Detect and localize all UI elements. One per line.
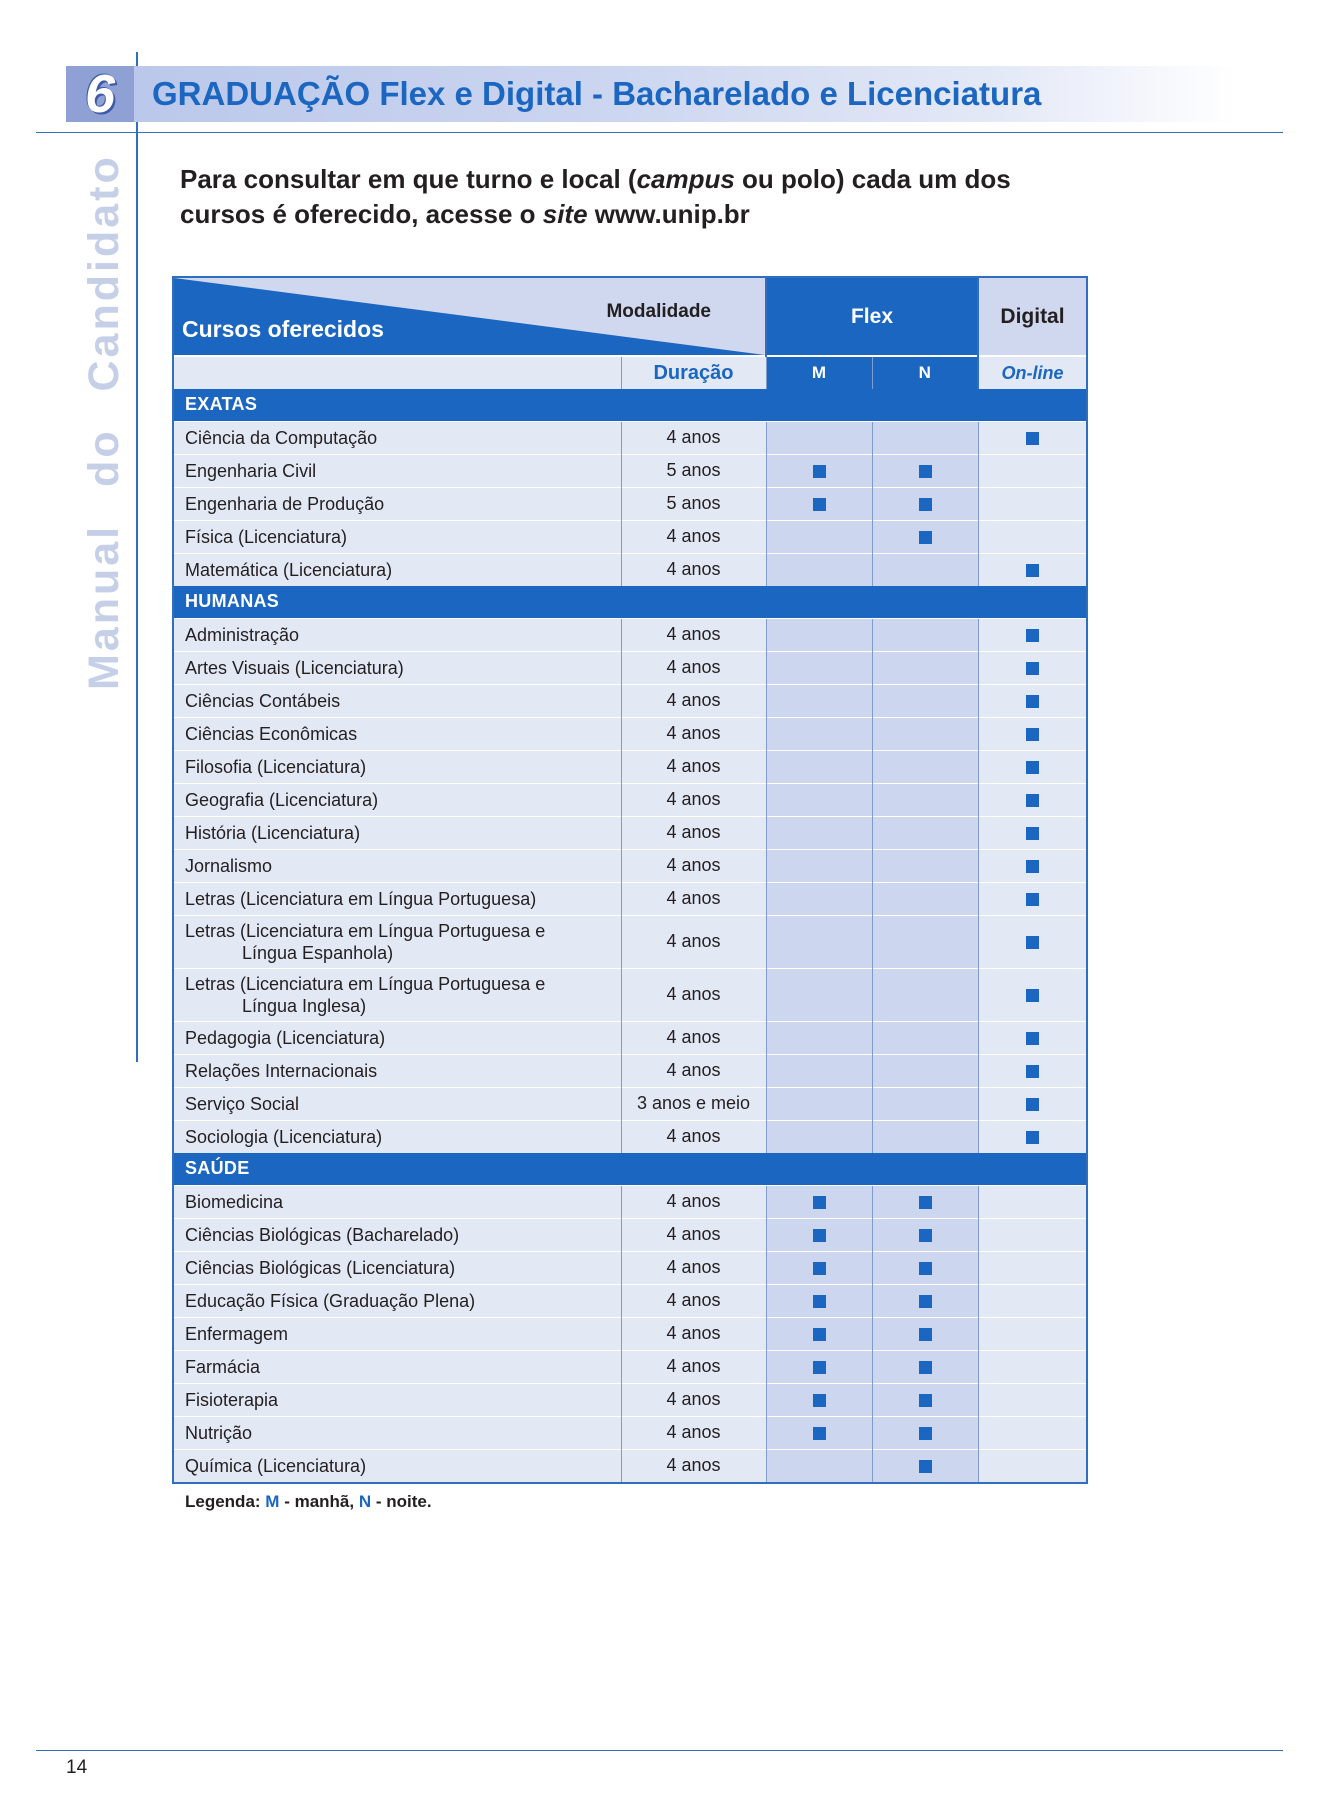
duration-cell: 4 anos: [621, 1383, 766, 1416]
table-row: [174, 915, 1086, 968]
online-mark-cell: [978, 968, 1086, 1021]
course-name-cell: [174, 454, 621, 487]
intro-emphasis-campus: campus: [636, 164, 735, 194]
section-heading: SAÚDE: [174, 1153, 1086, 1185]
online-mark-cell: [978, 1120, 1086, 1153]
course-name: Ciência da Computação: [185, 427, 378, 448]
offered-square-icon: [1026, 728, 1039, 741]
table-row: [174, 651, 1086, 684]
duration-cell: 5 anos: [621, 487, 766, 520]
course-name: Biomedicina: [185, 1191, 284, 1212]
course-name-cell: [174, 1251, 621, 1284]
offered-square-icon: [919, 531, 932, 544]
course-name-cell: [174, 816, 621, 849]
course-name-cell: [174, 783, 621, 816]
online-mark-cell: [978, 783, 1086, 816]
night-mark-cell: [872, 717, 978, 750]
course-name: Engenharia Civil: [185, 460, 317, 481]
night-mark-cell: [872, 1218, 978, 1251]
morning-mark-cell: [766, 1449, 872, 1482]
intro-part1: Para consultar em que turno e local (: [180, 164, 637, 194]
duration-cell: 4 anos: [621, 750, 766, 783]
header-cursos-oferecidos: Cursos oferecidos: [182, 316, 384, 342]
table-row: [174, 882, 1086, 915]
course-name-cell: [174, 915, 621, 968]
offered-square-icon: [919, 1361, 932, 1374]
section-row: [174, 586, 1086, 618]
course-name-cell: [174, 1350, 621, 1383]
night-mark-cell: [872, 1449, 978, 1482]
course-name-cell: [174, 1383, 621, 1416]
night-mark-cell: [872, 618, 978, 651]
course-name: Farmácia: [185, 1356, 261, 1377]
online-mark-cell: [978, 915, 1086, 968]
online-mark-cell: [978, 882, 1086, 915]
intro-part2: ou polo) cada um dos cursos é oferecido, acesse o: [180, 164, 1011, 229]
online-mark-cell: [978, 487, 1086, 520]
course-name-cell: [174, 849, 621, 882]
course-name-cell: [174, 618, 621, 651]
legend-label: Legenda:: [185, 1492, 261, 1511]
online-mark-cell: [978, 1383, 1086, 1416]
night-mark-cell: [872, 520, 978, 553]
table-row: [174, 1317, 1086, 1350]
morning-mark-cell: [766, 783, 872, 816]
header-diagonal-cell: [174, 278, 766, 356]
morning-mark-cell: [766, 882, 872, 915]
duration-cell: 4 anos: [621, 1054, 766, 1087]
course-name: Letras (Licenciatura em Língua Portuguesa): [185, 888, 537, 909]
morning-mark-cell: [766, 1021, 872, 1054]
morning-mark-cell: [766, 1251, 872, 1284]
offered-square-icon: [919, 1328, 932, 1341]
morning-mark-cell: [766, 520, 872, 553]
duration-cell: 4 anos: [621, 421, 766, 454]
night-mark-cell: [872, 454, 978, 487]
offered-square-icon: [1026, 860, 1039, 873]
table-row: [174, 1120, 1086, 1153]
duration-cell: 4 anos: [621, 1350, 766, 1383]
legend: [185, 1492, 432, 1512]
course-name: Sociologia (Licenciatura): [185, 1126, 383, 1147]
course-name-cell: [174, 1284, 621, 1317]
course-name-cell: [174, 1185, 621, 1218]
header-rule: [36, 132, 1283, 133]
online-mark-cell: [978, 454, 1086, 487]
duration-cell: 4 anos: [621, 1218, 766, 1251]
night-mark-cell: [872, 684, 978, 717]
offered-square-icon: [1026, 629, 1039, 642]
offered-square-icon: [919, 465, 932, 478]
section-heading: EXATAS: [174, 389, 1086, 421]
header-modalidade: Modalidade: [606, 301, 711, 322]
online-mark-cell: [978, 849, 1086, 882]
morning-mark-cell: [766, 553, 872, 586]
morning-mark-cell: [766, 717, 872, 750]
offered-square-icon: [1026, 1065, 1039, 1078]
night-mark-cell: [872, 915, 978, 968]
table-row: [174, 1416, 1086, 1449]
course-name-cell: [174, 968, 621, 1021]
night-mark-cell: [872, 882, 978, 915]
course-name: Ciências Biológicas (Bacharelado): [185, 1224, 460, 1245]
morning-mark-cell: [766, 1185, 872, 1218]
morning-mark-cell: [766, 1416, 872, 1449]
offered-square-icon: [919, 1229, 932, 1242]
morning-mark-cell: [766, 1284, 872, 1317]
course-name: Relações Internacionais: [185, 1060, 378, 1081]
offered-square-icon: [1026, 432, 1039, 445]
course-name-cell: [174, 1449, 621, 1482]
duration-cell: 4 anos: [621, 1449, 766, 1482]
offered-square-icon: [1026, 989, 1039, 1002]
table-row: [174, 1054, 1086, 1087]
duration-cell: 4 anos: [621, 684, 766, 717]
course-name-cell: [174, 1218, 621, 1251]
course-name-cell: [174, 750, 621, 783]
course-name: Química (Licenciatura): [185, 1455, 367, 1476]
duration-cell: 4 anos: [621, 849, 766, 882]
online-mark-cell: [978, 717, 1086, 750]
intro-url: www.unip.br: [587, 199, 750, 229]
offered-square-icon: [813, 1427, 826, 1440]
online-mark-cell: [978, 750, 1086, 783]
offered-square-icon: [813, 1196, 826, 1209]
night-mark-cell: [872, 849, 978, 882]
morning-mark-cell: [766, 618, 872, 651]
night-mark-cell: [872, 783, 978, 816]
night-mark-cell: [872, 1416, 978, 1449]
night-mark-cell: [872, 1087, 978, 1120]
legend-n-key: N: [358, 1492, 372, 1511]
duration-cell: 4 anos: [621, 553, 766, 586]
section-heading: HUMANAS: [174, 586, 1086, 618]
course-name: História (Licenciatura): [185, 822, 361, 843]
course-name: Letras (Licenciatura em Língua Portuguesa e: [185, 973, 546, 994]
course-name-cell: [174, 1054, 621, 1087]
table-row: [174, 1449, 1086, 1482]
course-name-cell: [174, 1087, 621, 1120]
night-mark-cell: [872, 421, 978, 454]
intro-emphasis-site: site: [542, 199, 588, 229]
table-row: [174, 553, 1086, 586]
morning-mark-cell: [766, 1054, 872, 1087]
legend-m-key: M: [265, 1492, 280, 1511]
night-mark-cell: [872, 1317, 978, 1350]
table-row: [174, 1350, 1086, 1383]
course-name-cell: [174, 1416, 621, 1449]
online-mark-cell: [978, 1185, 1086, 1218]
duration-cell: 4 anos: [621, 520, 766, 553]
night-mark-cell: [872, 1251, 978, 1284]
night-mark-cell: [872, 553, 978, 586]
duration-cell: 4 anos: [621, 1185, 766, 1218]
table-row: [174, 684, 1086, 717]
online-mark-cell: [978, 684, 1086, 717]
footer-rule: [36, 1750, 1283, 1751]
night-mark-cell: [872, 750, 978, 783]
table-row: [174, 717, 1086, 750]
course-name-cell: [174, 520, 621, 553]
duration-cell: 4 anos: [621, 1416, 766, 1449]
course-name: Ciências Contábeis: [185, 690, 341, 711]
offered-square-icon: [1026, 1131, 1039, 1144]
course-name: Fisioterapia: [185, 1389, 279, 1410]
table-row: [174, 1087, 1086, 1120]
header-digital: Digital: [978, 278, 1086, 356]
offered-square-icon: [919, 1427, 932, 1440]
offered-square-icon: [919, 1295, 932, 1308]
duration-cell: 4 anos: [621, 1021, 766, 1054]
table-row: [174, 487, 1086, 520]
morning-mark-cell: [766, 1383, 872, 1416]
table-row: [174, 618, 1086, 651]
courses-table: [174, 278, 1086, 1482]
night-mark-cell: [872, 1021, 978, 1054]
offered-square-icon: [1026, 564, 1039, 577]
legend-m-text: - manhã,: [279, 1492, 359, 1511]
online-mark-cell: [978, 1416, 1086, 1449]
offered-square-icon: [813, 1262, 826, 1275]
header-duracao: Duração: [621, 356, 766, 389]
morning-mark-cell: [766, 915, 872, 968]
night-mark-cell: [872, 1054, 978, 1087]
offered-square-icon: [919, 498, 932, 511]
course-name: Jornalismo: [185, 855, 273, 876]
duration-cell: 4 anos: [621, 1251, 766, 1284]
sidebar-rule: [136, 52, 138, 1062]
offered-square-icon: [1026, 794, 1039, 807]
offered-square-icon: [1026, 761, 1039, 774]
offered-square-icon: [919, 1394, 932, 1407]
online-mark-cell: [978, 651, 1086, 684]
morning-mark-cell: [766, 849, 872, 882]
morning-mark-cell: [766, 454, 872, 487]
course-name: Enfermagem: [185, 1323, 289, 1344]
online-mark-cell: [978, 1218, 1086, 1251]
course-name: Serviço Social: [185, 1093, 300, 1114]
duration-cell: 4 anos: [621, 1317, 766, 1350]
night-mark-cell: [872, 1383, 978, 1416]
offered-square-icon: [813, 1229, 826, 1242]
offered-square-icon: [919, 1262, 932, 1275]
online-mark-cell: [978, 1284, 1086, 1317]
section-row: [174, 1153, 1086, 1185]
course-name: Filosofia (Licenciatura): [185, 756, 367, 777]
course-name: Pedagogia (Licenciatura): [185, 1027, 386, 1048]
offered-square-icon: [1026, 827, 1039, 840]
course-name-cell: [174, 717, 621, 750]
morning-mark-cell: [766, 487, 872, 520]
course-name: Nutrição: [185, 1422, 253, 1443]
course-name: Letras (Licenciatura em Língua Portuguesa e: [185, 920, 546, 941]
duration-cell: 4 anos: [621, 816, 766, 849]
course-name: Ciências Econômicas: [185, 723, 358, 744]
legend-n-text: - noite.: [371, 1492, 432, 1511]
table-row: [174, 816, 1086, 849]
course-name: Engenharia de Produção: [185, 493, 385, 514]
online-mark-cell: [978, 1251, 1086, 1284]
morning-mark-cell: [766, 1350, 872, 1383]
course-name: Artes Visuais (Licenciatura): [185, 657, 404, 678]
table-row: [174, 1021, 1086, 1054]
course-name-cell: [174, 421, 621, 454]
header-flex: Flex: [766, 278, 978, 356]
table-row: [174, 520, 1086, 553]
table-row: [174, 1383, 1086, 1416]
offered-square-icon: [813, 1361, 826, 1374]
course-name-cell: [174, 1021, 621, 1054]
morning-mark-cell: [766, 750, 872, 783]
header-online: On-line: [978, 356, 1086, 389]
duration-cell: 4 anos: [621, 882, 766, 915]
duration-cell: 3 anos e meio: [621, 1087, 766, 1120]
online-mark-cell: [978, 1054, 1086, 1087]
offered-square-icon: [1026, 1032, 1039, 1045]
course-name-cell: [174, 1317, 621, 1350]
chapter-number-box: [66, 66, 134, 122]
online-mark-cell: [978, 1087, 1086, 1120]
table-row: [174, 421, 1086, 454]
morning-mark-cell: [766, 968, 872, 1021]
night-mark-cell: [872, 816, 978, 849]
header-blank: [174, 356, 621, 389]
online-mark-cell: [978, 1317, 1086, 1350]
course-name: Ciências Biológicas (Licenciatura): [185, 1257, 456, 1278]
table-row: [174, 968, 1086, 1021]
intro-text: [180, 162, 1080, 232]
night-mark-cell: [872, 968, 978, 1021]
night-mark-cell: [872, 651, 978, 684]
offered-square-icon: [1026, 662, 1039, 675]
course-name: Educação Física (Graduação Plena): [185, 1290, 476, 1311]
duration-cell: 4 anos: [621, 783, 766, 816]
online-mark-cell: [978, 816, 1086, 849]
table-body: [174, 389, 1086, 1482]
online-mark-cell: [978, 1021, 1086, 1054]
offered-square-icon: [813, 465, 826, 478]
offered-square-icon: [1026, 695, 1039, 708]
page-title: GRADUAÇÃO Flex e Digital - Bacharelado e Licenciatura: [152, 75, 1042, 112]
morning-mark-cell: [766, 1120, 872, 1153]
morning-mark-cell: [766, 684, 872, 717]
duration-cell: 4 anos: [621, 968, 766, 1021]
night-mark-cell: [872, 1350, 978, 1383]
morning-mark-cell: [766, 1317, 872, 1350]
page-number: 14: [66, 1757, 88, 1778]
chapter-number: 6: [84, 64, 116, 124]
offered-square-icon: [813, 498, 826, 511]
morning-mark-cell: [766, 651, 872, 684]
morning-mark-cell: [766, 421, 872, 454]
table-row: [174, 849, 1086, 882]
course-name: Administração: [185, 624, 300, 645]
course-name-cell: [174, 487, 621, 520]
header-n: N: [872, 356, 978, 389]
duration-cell: 4 anos: [621, 1120, 766, 1153]
course-name-cell: [174, 882, 621, 915]
offered-square-icon: [813, 1394, 826, 1407]
table-row: [174, 1218, 1086, 1251]
course-name: Física (Licenciatura): [185, 526, 348, 547]
night-mark-cell: [872, 1185, 978, 1218]
course-name-cell: [174, 553, 621, 586]
course-name-cell: [174, 651, 621, 684]
table-row: [174, 1185, 1086, 1218]
offered-square-icon: [813, 1328, 826, 1341]
offered-square-icon: [1026, 1098, 1039, 1111]
night-mark-cell: [872, 1284, 978, 1317]
duration-cell: 4 anos: [621, 915, 766, 968]
duration-cell: 4 anos: [621, 618, 766, 651]
header-m: M: [766, 356, 872, 389]
duration-cell: 4 anos: [621, 717, 766, 750]
online-mark-cell: [978, 553, 1086, 586]
night-mark-cell: [872, 487, 978, 520]
duration-cell: 4 anos: [621, 1284, 766, 1317]
offered-square-icon: [919, 1460, 932, 1473]
offered-square-icon: [1026, 893, 1039, 906]
offered-square-icon: [813, 1295, 826, 1308]
duration-cell: 5 anos: [621, 454, 766, 487]
online-mark-cell: [978, 618, 1086, 651]
course-name: Língua Espanhola): [242, 942, 394, 963]
table-row: [174, 1251, 1086, 1284]
table-row: [174, 1284, 1086, 1317]
section-row: [174, 389, 1086, 421]
online-mark-cell: [978, 520, 1086, 553]
course-name-cell: [174, 684, 621, 717]
course-name-cell: [174, 1120, 621, 1153]
morning-mark-cell: [766, 816, 872, 849]
course-name: Língua Inglesa): [242, 995, 367, 1016]
table-row: [174, 783, 1086, 816]
course-name: Matemática (Licenciatura): [185, 559, 393, 580]
table-row: [174, 750, 1086, 783]
morning-mark-cell: [766, 1218, 872, 1251]
online-mark-cell: [978, 1350, 1086, 1383]
online-mark-cell: [978, 1449, 1086, 1482]
night-mark-cell: [872, 1120, 978, 1153]
sidebar-title: Manual do Candidato: [80, 154, 128, 690]
course-name: Geografia (Licenciatura): [185, 789, 379, 810]
offered-square-icon: [919, 1196, 932, 1209]
offered-square-icon: [1026, 936, 1039, 949]
duration-cell: 4 anos: [621, 651, 766, 684]
morning-mark-cell: [766, 1087, 872, 1120]
table-row: [174, 454, 1086, 487]
online-mark-cell: [978, 421, 1086, 454]
